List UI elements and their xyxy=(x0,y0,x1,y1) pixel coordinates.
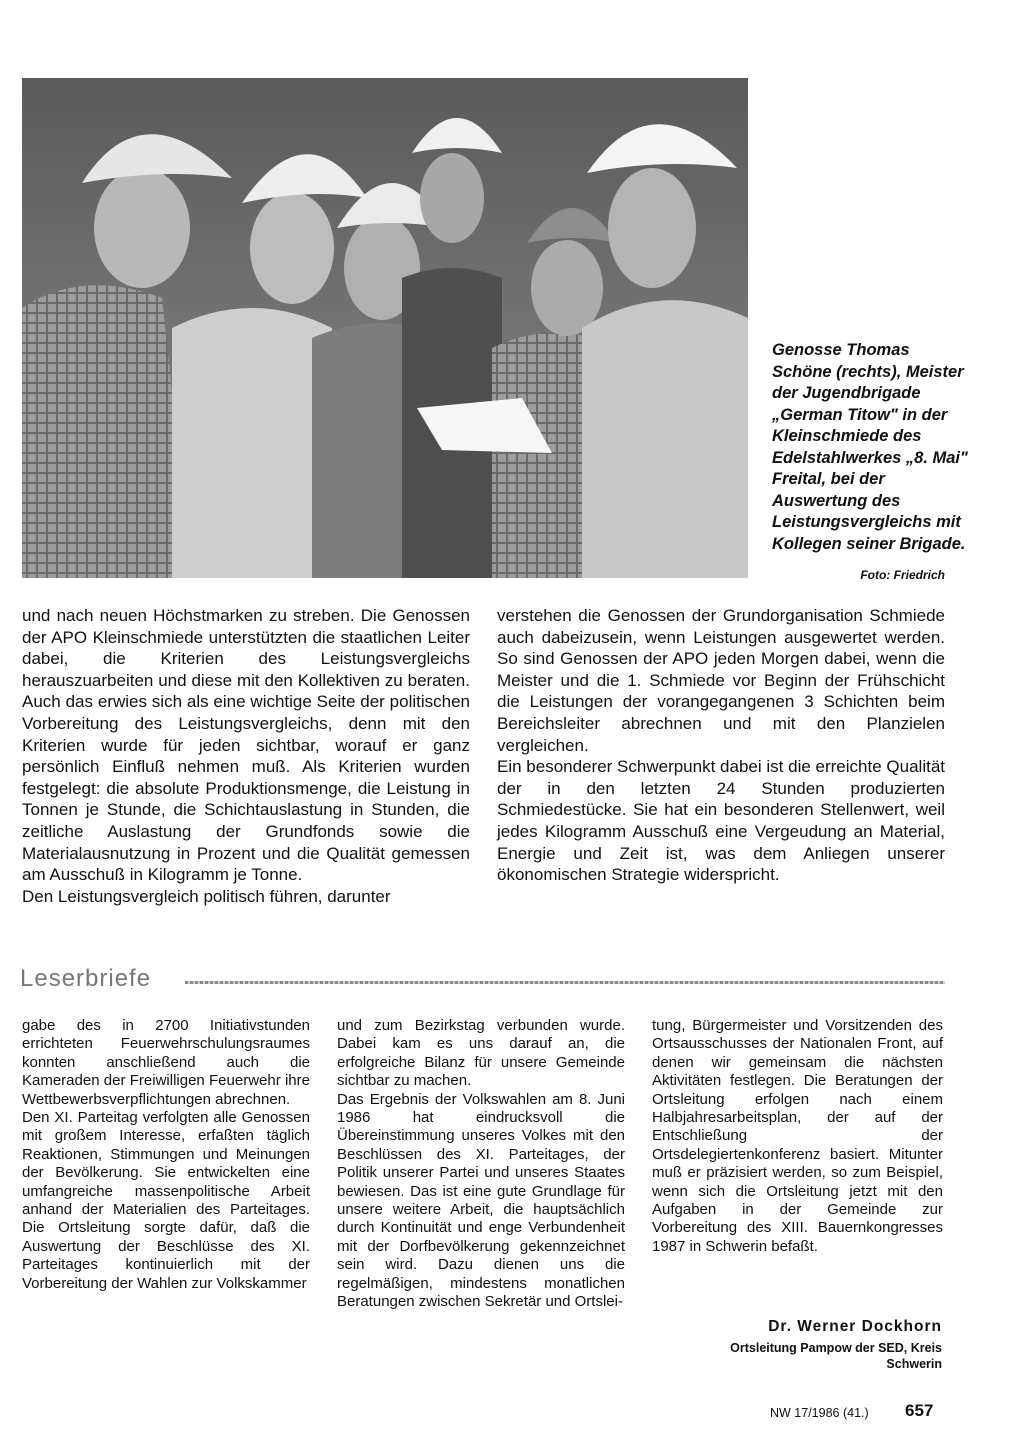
article-paragraph: Den Leistungsvergleich politisch führen, darunter xyxy=(22,886,391,906)
letters-section-header xyxy=(20,965,945,997)
photo-caption xyxy=(772,340,972,555)
letter-column-2 xyxy=(337,1017,625,1312)
letter-author-organization: Ortsleitung Pampow der SED, Kreis Schwerin xyxy=(730,1341,942,1371)
letter-paragraph: gabe des in 2700 Initiativstunden errichteten Feuerwehrschulungsraumes konnten anschließend auch die Kameraden der Freiwilligen Feuerwehr ihre Wettbewerbsverpflichtungen abrechnen. xyxy=(22,1017,310,1108)
photo-workers-hardhats-icon xyxy=(22,78,748,578)
article-column-2 xyxy=(497,605,945,886)
article-paragraph: und nach neuen Höchstmarken zu streben. Die Genossen der APO Kleinschmiede unterstützten die staatlichen Leiter dabei, die Kriterien des Leistungsvergleichs herauszuarbeiten und diese mit den Kollektiven zu beraten. Auch das erwies sich als eine wichtige Seite der politischen Vorbereitung des Leistungsvergleichs, denn mit den Kriterien wurde für jeden sichtbar, worauf er ganz persönlich Einfluß nehmen muß. Als Kriterien wurden festgelegt: die absolute Produktionsmenge, die Leistung in Tonnen je Stunde, die Schichtauslastung in Stunden, die zeitliche Auslastung der Grundfonds sowie die Materialausnutzung in Prozent und die Qualität gemessen am Ausschuß in Kilogramm je Tonne. xyxy=(22,606,470,885)
caption-text: Genosse Thomas Schöne (rechts), Meister der Jugendbrigade „German Titow" in der Kleinschmiede des Edelstahlwerkes „8. Mai" Freital, bei der Auswertung des Leistungsvergleichs mit Kollegen seiner Brigade. xyxy=(772,341,968,553)
letter-paragraph: tung, Bürgermeister und Vorsitzenden des Ortsausschusses der Nationalen Front, auf denen wir gemeinsam die nächsten Aktivitäten festlegen. Die Beratungen der Ortsleitung erfolgen nach einem Halbjahresarbeitsplan, der auf der Entschließung der Ortsdelegiertenkonferenz basiert. Mitunter muß er präzisiert werden, so zum Beispiel, wenn sich die Ortsleitung jetzt mit den Aufgaben in der Gemeinde zur Vorbereitung des XIII. Bauernkongresses 1987 in Schwerin befaßt. xyxy=(652,1017,943,1255)
letter-column-1 xyxy=(22,1017,310,1293)
photo-credit: Foto: Friedrich xyxy=(860,568,945,582)
issue-number: NW 17/1986 (41.) xyxy=(770,1406,869,1420)
section-title: Leserbriefe xyxy=(20,965,152,992)
letter-paragraph: Den XI. Parteitag verfolgten alle Genossen mit großem Interesse, erfaßten täglich Reaktionen, Stimmungen und Meinungen der Bevölkerung. Sie entwickelten eine umfangreiche massenpolitische Arbeit anhand der Materialien des Parteitages. Die Ortsleitung sorgte dafür, daß die Auswertung der Beschlüsse des XI. Parteitages kontinuierlich mit der Vorbereitung der Wahlen zur Volkskammer xyxy=(22,1109,310,1292)
section-divider xyxy=(185,981,945,984)
letter-paragraph: Das Ergebnis der Volkswahlen am 8. Juni 1986 hat eindrucksvoll die Übereinstimmung unseres Volkes mit den Beschlüssen des XI. Parteitages, der Politik unserer Partei und unseres Staates bewiesen. Das ist eine gute Grundlage für unsere weitere Arbeit, die hauptsächlich durch Kontinuität und enge Verbundenheit mit der Dorfbevölkerung gekennzeichnet sein wird. Dazu dienen uns die regelmäßigen, mindestens monatlichen Beratungen zwischen Sekretär und Ortslei- xyxy=(337,1090,625,1311)
article-paragraph: Ein besonderer Schwerpunkt dabei ist die erreichte Qualität der in den letzten 24 Stunden produzierten Schmiedestücke. Sie hat ein besonderen Stellenwert, weil jedes Kilogramm Ausschuß eine Vergeudung an Material, Energie und Zeit ist, was dem Anliegen unserer ökonomischen Strategie widerspricht. xyxy=(497,757,945,885)
letter-author: Dr. Werner Dockhorn xyxy=(768,1318,942,1335)
letter-column-3 xyxy=(652,1017,943,1256)
page-number: 657 xyxy=(905,1401,934,1420)
article-column-1 xyxy=(22,605,470,907)
letter-paragraph: und zum Bezirkstag verbunden wurde. Dabei kam es uns darauf an, die erfolgreiche Bilanz für unsere Gemeinde sichtbar zu machen. xyxy=(337,1017,625,1090)
article-paragraph: verstehen die Genossen der Grundorganisation Schmiede auch dabeizusein, wenn Leistungen ausgewertet werden. So sind Genossen der APO jeden Morgen dabei, wenn die Meister und die 1. Schmiede vor Beginn der Frühschicht die Leistungen der vorangegangenen 3 Schichten beim Bereichsleiter abrechnen und mit den Planzielen vergleichen. xyxy=(497,606,945,755)
article-photo xyxy=(22,78,748,578)
